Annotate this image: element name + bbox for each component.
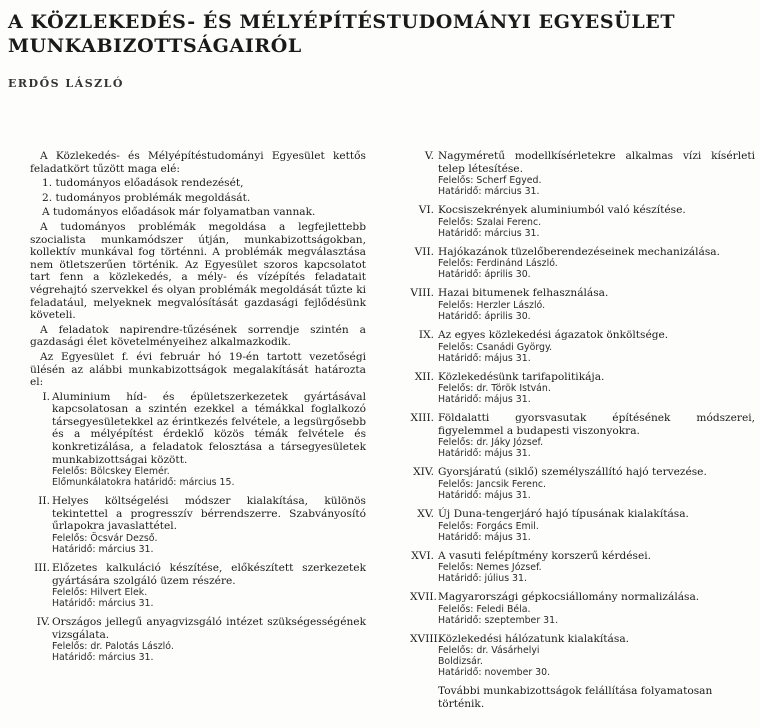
committee-list-right [410, 150, 755, 678]
committee-number: XIII. [410, 412, 434, 425]
committee-responsible: Felelős: Szalai Ferenc. [438, 216, 542, 228]
body-paragraph: A feladatok napirendre-tűzésének sorrendje szintén a gazdasági élet követelményeihez alkalmazkodik. [30, 323, 366, 349]
committee-number: VI. [418, 204, 434, 217]
committee-responsible: Felelős: dr. Török István. [438, 383, 551, 395]
committee-number: XVII. [410, 591, 437, 604]
committee-number: XII. [414, 370, 434, 383]
committee-deadline: Határidő: március 31. [438, 227, 540, 239]
committee-title: Hajókazánok tüzelőberendezéseinek mechanizálása. [438, 245, 720, 258]
committee-number: IV. [36, 616, 50, 629]
article-title: A KÖZLEKEDÉS- ÉS MÉLYÉPÍTÉSTUDOMÁNYI EGYESÜLET MUNKABIZOTTSÁGAIRÓL [8, 11, 676, 57]
committee-deadline: Határidő: május 31. [438, 448, 531, 460]
committee-responsible: Felelős: dr. Vásárhelyi [438, 645, 540, 657]
committee-deadline: Határidő: május 31. [438, 531, 531, 543]
committee-item [410, 329, 755, 364]
committee-number: XVI. [411, 549, 434, 562]
committee-item [410, 508, 755, 543]
committee-number: XV. [417, 507, 434, 520]
committee-title: Aluminium híd- és épületszerkezetek gyártásával kapcsolatosan a szintén ezekkel a témákkal foglalkozó társegyesületekkel az érintkezés felvétele, a legsürgősebb és a mélyépítést érdeklő közös témák felvétele és konkretizálása, a feladatok felosztása a társegyesületek munkabizottságai között. [52, 390, 366, 466]
committee-responsible: Felelős: Jancsik Ferenc. [438, 478, 547, 490]
committee-responsible: Felelős: Hilvert Elek. [52, 587, 148, 599]
committee-title: Helyes költségelési módszer kialakítása, különös tekintettel a progresszív bérrendszerre. Szabványosító űrlapokra javaslattétel. [52, 495, 366, 533]
committee-number: VIII. [410, 287, 434, 300]
committee-title: A vasuti felépítmény korszerű kérdései. [438, 549, 652, 562]
article-author: ERDŐS LÁSZLÓ [8, 77, 124, 90]
committee-responsible: Felelős: dr. Jáky József. [438, 437, 544, 449]
committee-title: Földalatti gyorsvasutak építésének módszerei, figyelemmel a budapesti viszonyokra. [438, 412, 755, 437]
committee-title: Előzetes kalkuláció készítése, előkészített szerkezetek gyártására szolgáló üzem részére. [52, 562, 366, 587]
committee-responsible: Felelős: Scherf Egyed. [438, 175, 542, 187]
body-paragraph: A tudományos problémák megoldása a legfejlettebb szocialista munkamódszer útján, munkabizottságokban, kollektív munkával fog történni. A problémák megválasztása nem ötletszerűen történik. Az Egyesület szoros kapcsolatot tart fenn a közlekedés, a mély- és vízépítés feladatait végrehajtó szervekkel és olyan problémák megoldását tűzte ki feladatául, melyeknek megvalósítását gazdasági fejlődésünk követeli. [30, 220, 366, 322]
committee-responsible: Felelős: Ferdinánd László. [438, 258, 558, 270]
committee-item [410, 412, 755, 459]
committee-deadline: Határidő: május 31. [438, 489, 531, 501]
committee-deadline: Előmunkálatokra határidő: március 15. [52, 477, 235, 489]
committee-item [410, 591, 755, 626]
goal-item: 1. tudományos előadások rendezését, [42, 177, 244, 190]
committee-list-left [30, 391, 366, 664]
body-paragraph: Az Egyesület f. évi február hó 19-én tartott vezetőségi ülésén az alábbi munkabizottságok megalakítását határozta el: [30, 350, 366, 389]
committee-item [410, 246, 755, 281]
goal-item: A tudományos előadások már folyamatban vannak. [42, 206, 316, 219]
committee-number: V. [424, 150, 434, 162]
committee-title: Közlekedésünk tarifapolitikája. [438, 370, 605, 383]
committee-item [30, 391, 366, 489]
committee-number: XVIII. [410, 632, 442, 645]
committee-item [30, 495, 366, 555]
committee-item [410, 150, 755, 197]
committee-number: XIV. [413, 466, 434, 479]
committee-title: Közlekedési hálózatunk kialakítása. [438, 632, 629, 645]
committee-item [410, 466, 755, 501]
committee-item [410, 287, 755, 322]
left-column [30, 150, 366, 670]
committee-responsible: Felelős: Forgács Emil. [438, 520, 539, 532]
committee-responsible: Felelős: Herzler László. [438, 299, 546, 311]
committee-deadline: Határidő: április 30. [438, 310, 531, 322]
committee-title: Nagyméretű modellkísérletekre alkalmas vízi kísérleti telep létesítése. [438, 150, 755, 175]
committee-deadline: Határidő: szeptember 31. [438, 614, 559, 626]
committee-title: Kocsiszekrények aluminiumból való készítése. [438, 204, 686, 217]
committee-title: Új Duna-tengerjáró hajó típusának kialakítása. [438, 507, 689, 520]
committee-deadline: Határidő: március 31. [52, 652, 154, 664]
committee-deadline: Határidő: március 31. [52, 544, 154, 556]
committee-number: I. [42, 390, 50, 403]
right-column [410, 150, 755, 711]
committee-responsible: Felelős: dr. Palotás László. [52, 641, 174, 653]
committee-deadline: Határidő: július 31. [438, 573, 527, 585]
committee-title: Az egyes közlekedési ágazatok önköltsége. [438, 328, 669, 341]
committee-deadline: Határidő: november 30. [438, 667, 551, 679]
intro-paragraph: A Közlekedés- és Mélyépítéstudományi Egyesület kettős feladatkört tűzött maga elé: [30, 150, 366, 175]
committee-responsible: Felelős: Feledi Béla. [438, 603, 531, 615]
committee-responsible: Felelős: Öcsvár Dezső. [52, 533, 158, 545]
goal-item: 2. tudományos problémák megoldását. [42, 191, 251, 204]
committee-title: Országos jellegű anyagvizsgáló intézet szükségességének vizsgálata. [52, 616, 366, 641]
committee-title: Hazai bitumenek felhasználása. [438, 287, 609, 300]
committee-deadline: Határidő: május 31. [438, 352, 531, 364]
committee-deadline: Határidő: április 30. [438, 269, 531, 281]
committee-title: Magyarországi gépkocsiállomány normalizálása. [438, 591, 700, 604]
committee-number: IX. [418, 328, 434, 341]
committee-number: II. [38, 495, 50, 508]
committee-title: Gyorsjáratú (siklő) személyszállító hajó tervezése. [438, 466, 707, 479]
committee-deadline: Határidő: március 31. [438, 186, 540, 198]
committee-deadline: Határidő: március 31. [52, 598, 154, 610]
committee-deadline: Határidő: május 31. [438, 394, 531, 406]
committee-item [410, 550, 755, 585]
committee-item [410, 204, 755, 239]
closing-note: További munkabizottságok felállítása folyamatosan történik. [438, 685, 713, 710]
committee-number: III. [34, 562, 50, 575]
committee-responsible: Felelős: Bölcskey Elemér. [52, 466, 170, 478]
committee-responsible: Boldizsár. [438, 656, 483, 668]
committee-item [30, 616, 366, 663]
committee-item [30, 562, 366, 609]
committee-item [410, 633, 755, 679]
committee-number: VII. [414, 245, 434, 258]
committee-responsible: Felelős: Csanádi György. [438, 341, 553, 353]
committee-item [410, 371, 755, 406]
committee-responsible: Felelős: Nemes József. [438, 562, 542, 574]
